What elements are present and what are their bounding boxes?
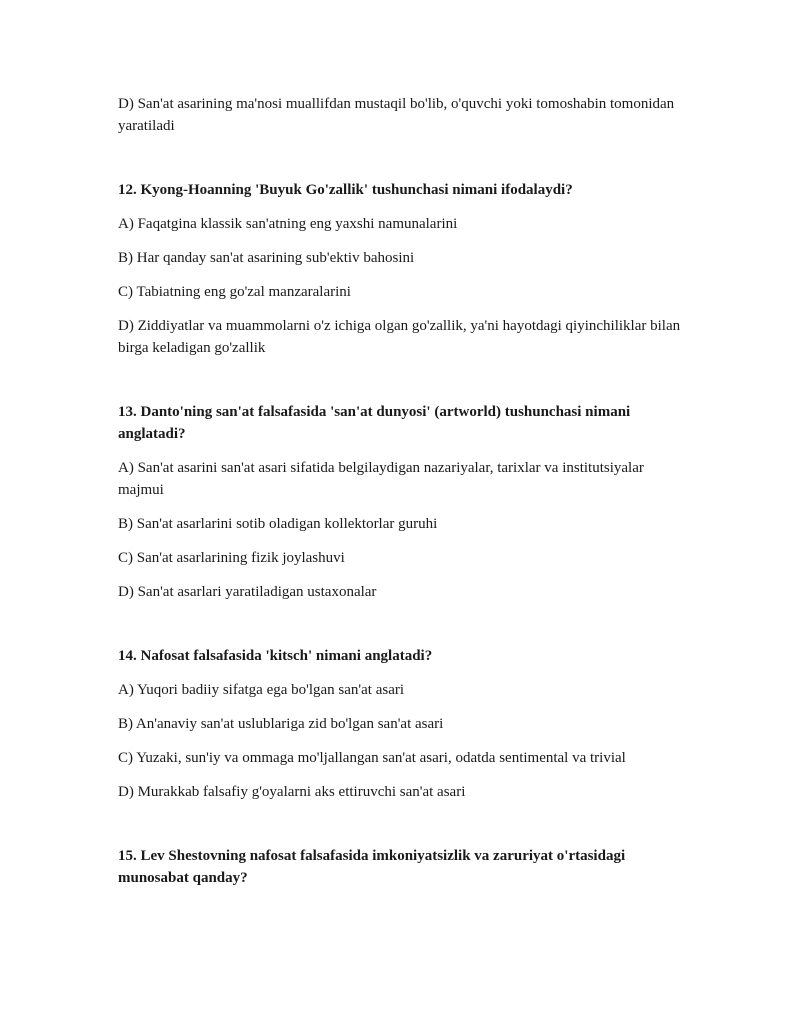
answer-option: B) An'anaviy san'at uslublariga zid bo'lgan san'at asari [118, 716, 444, 732]
question-title: 15. Lev Shestovning nafosat falsafasida imkoniyatsizlik va zaruriyat o'rtasidagi munosabat qanday? [118, 848, 626, 886]
question-title: 12. Kyong-Hoanning 'Buyuk Go'zallik' tushunchasi nimani ifodalaydi? [118, 182, 573, 198]
document-page [118, 93, 688, 901]
answer-option: B) San'at asarlarini sotib oladigan kollektorlar guruhi [118, 516, 438, 532]
question-block [118, 845, 688, 889]
question-block [118, 645, 688, 803]
answer-option: D) San'at asarining ma'nosi muallifdan mustaqil bo'lib, o'quvchi yoki tomoshabin tomonidan yaratiladi [118, 96, 675, 134]
answer-option: D) Murakkab falsafiy g'oyalarni aks ettiruvchi san'at asari [118, 784, 466, 800]
answer-option: B) Har qanday san'at asarining sub'ektiv bahosini [118, 250, 415, 266]
question-title: 14. Nafosat falsafasida 'kitsch' nimani anglatadi? [118, 648, 433, 664]
question-block [118, 179, 688, 359]
answer-option: C) Tabiatning eng go'zal manzaralarini [118, 284, 351, 300]
answer-option: C) San'at asarlarining fizik joylashuvi [118, 550, 345, 566]
question-block [118, 401, 688, 603]
question-title: 13. Danto'ning san'at falsafasida 'san'at dunyosi' (artworld) tushunchasi nimani anglatadi? [118, 404, 631, 442]
answer-option: D) Ziddiyatlar va muammolarni o'z ichiga olgan go'zallik, ya'ni hayotdagi qiyinchiliklar bilan birga keladigan go'zallik [118, 318, 681, 356]
answer-option: C) Yuzaki, sun'iy va ommaga mo'ljallangan san'at asari, odatda sentimental va trivial [118, 750, 626, 766]
answer-option: A) Faqatgina klassik san'atning eng yaxshi namunalarini [118, 216, 458, 232]
answer-option: D) San'at asarlari yaratiladigan ustaxonalar [118, 584, 377, 600]
answer-option: A) Yuqori badiiy sifatga ega bo'lgan san'at asari [118, 682, 405, 698]
answer-option: A) San'at asarini san'at asari sifatida belgilaydigan nazariyalar, tarixlar va institutsiyalar majmui [118, 460, 644, 498]
